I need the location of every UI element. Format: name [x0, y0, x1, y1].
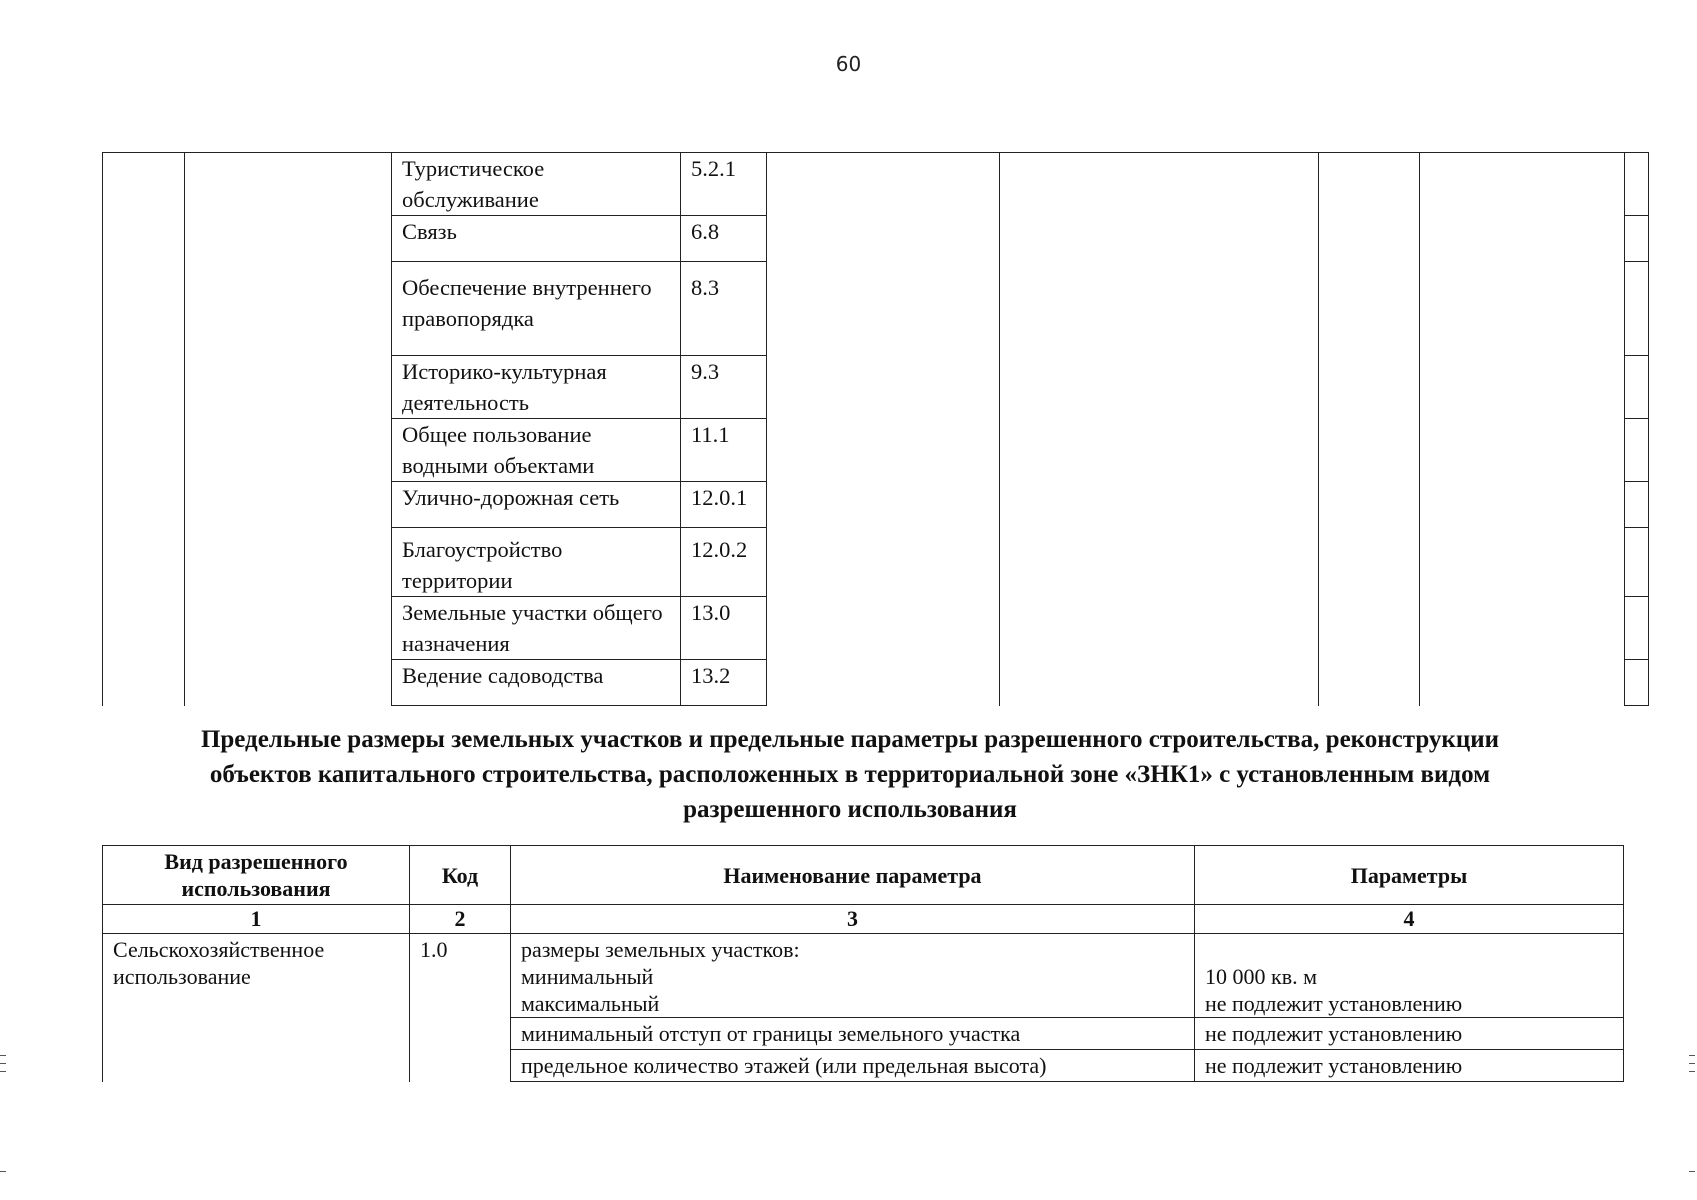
use-type-code: 9.3 [681, 356, 767, 419]
scan-edge-mark [0, 1171, 6, 1172]
use-type-name: Общее пользование водными объектами [392, 419, 681, 482]
column-header: Наименование параметра [511, 846, 1195, 905]
scan-edge-mark [0, 1063, 6, 1064]
use-type-code: 11.1 [681, 419, 767, 482]
parameters-table [102, 845, 1624, 1082]
heading-line: Предельные размеры земельных участков и предельные параметры разрешенного строительства, реконструкции [200, 726, 1500, 753]
use-type-code: 6.8 [681, 216, 767, 262]
use-type-name: Улично-дорожная сеть [392, 482, 681, 528]
section-heading [100, 722, 1600, 827]
scan-edge-mark [1689, 1063, 1695, 1064]
use-type-name: Земельные участки общего назначения [392, 597, 681, 660]
use-type-name: Туристическое обслуживание [392, 153, 681, 216]
use-type-cell [103, 934, 410, 1082]
use-type-name: Обеспечение внутреннего правопорядка [392, 262, 681, 356]
table-row [103, 934, 1624, 1018]
use-type-code: 13.2 [681, 660, 767, 706]
use-type-name: Историко-культурная деятельность [392, 356, 681, 419]
use-type-code: 13.0 [681, 597, 767, 660]
parameter-name: размеры земельных участков: минимальный максимальный [511, 934, 1195, 1018]
column-number: 1 [103, 905, 410, 934]
column-header: Код [410, 846, 511, 905]
heading-line: разрешенного использования [683, 796, 1017, 823]
table-row [103, 153, 1649, 216]
parameter-value: не подлежит установлению [1195, 1018, 1624, 1050]
page-number: 60 [835, 52, 862, 76]
column-number: 2 [410, 905, 511, 934]
parameter-name: предельное количество этажей (или предельная высота) [511, 1050, 1195, 1082]
scan-edge-mark [0, 1071, 6, 1072]
scan-edge-mark [0, 1055, 6, 1056]
use-type-name: Благоустройство территории [392, 528, 681, 597]
use-type-code: 12.0.2 [681, 528, 767, 597]
column-header: Вид разрешенного использования [103, 846, 410, 905]
use-type-code: 1.0 [410, 934, 511, 1082]
use-type-name: Связь [392, 216, 681, 262]
use-type-code: 8.3 [681, 262, 767, 356]
parameter-value: не подлежит установлению [1195, 1050, 1624, 1082]
use-type-name: Сельскохозяйственное использование [113, 937, 325, 989]
column-number: 4 [1195, 905, 1624, 934]
table-header-row [103, 846, 1624, 905]
use-type-code: 5.2.1 [681, 153, 767, 216]
column-number-row [103, 905, 1624, 934]
continued-use-types-table [102, 152, 1649, 706]
heading-line: объектов капитального строительства, расположенных в территориальной зоне «ЗНК1» с установленным видом [209, 761, 1491, 788]
column-header: Параметры [1195, 846, 1624, 905]
use-type-code: 12.0.1 [681, 482, 767, 528]
column-number: 3 [511, 905, 1195, 934]
parameter-name: минимальный отступ от границы земельного участка [511, 1018, 1195, 1050]
scan-edge-mark [1689, 1055, 1695, 1056]
scan-edge-mark [1689, 1071, 1695, 1072]
parameter-value: 10 000 кв. м не подлежит установлению [1195, 934, 1624, 1018]
use-type-name: Ведение садоводства [392, 660, 681, 706]
scan-edge-mark [1689, 1171, 1695, 1172]
